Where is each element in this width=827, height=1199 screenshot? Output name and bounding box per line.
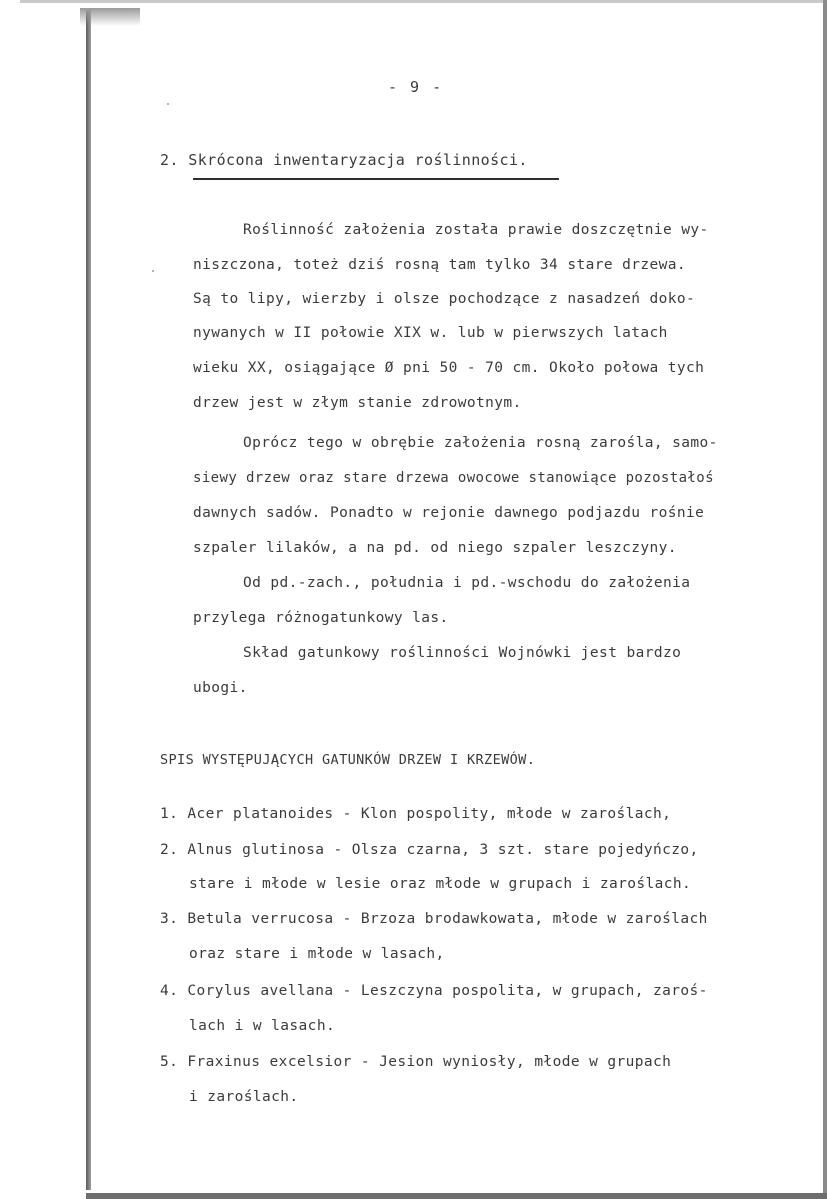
list-item: oraz stare i młode w lasach, bbox=[189, 946, 445, 962]
body-line: dawnych sadów. Ponadto w rejonie dawnego podjazdu rośnie bbox=[193, 505, 705, 521]
list-item: 5. Fraxinus excelsior - Jesion wyniosły, młode w grupach bbox=[160, 1054, 672, 1070]
scan-edge-corner bbox=[80, 8, 140, 26]
body-line: przylega różnogatunkowy las. bbox=[193, 610, 449, 626]
page-number: - 9 - bbox=[388, 78, 444, 96]
scan-edge-left bbox=[86, 10, 91, 1190]
list-item: i zaroślach. bbox=[189, 1089, 299, 1105]
list-heading: SPIS WYSTĘPUJĄCYCH GATUNKÓW DRZEW I KRZEWÓW. bbox=[160, 752, 536, 768]
body-line: wieku XX, osiągające Ø pni 50 - 70 cm. Około połowa tych bbox=[193, 360, 705, 376]
body-line: ubogi. bbox=[193, 680, 248, 696]
list-item: 3. Betula verrucosa - Brzoza brodawkowata, młode w zaroślach bbox=[160, 911, 708, 927]
scan-speck bbox=[152, 270, 154, 272]
body-line: Roślinność założenia została prawie doszczętnie wy- bbox=[243, 222, 709, 238]
body-line: Są to lipy, wierzby i olsze pochodzące z nasadzeń doko- bbox=[193, 291, 696, 307]
body-line: Oprócz tego w obrębie założenia rosną zarośla, samo- bbox=[243, 435, 718, 451]
body-line: Skład gatunkowy roślinności Wojnówki jest bardzo bbox=[243, 645, 682, 661]
body-line: Od pd.-zach., południa i pd.-wschodu do założenia bbox=[243, 575, 691, 591]
scan-speck bbox=[167, 103, 169, 105]
scan-edge-right bbox=[823, 0, 827, 1199]
heading-underline bbox=[193, 178, 559, 180]
section-heading: 2. Skrócona inwentaryzacja roślinności. bbox=[160, 151, 528, 169]
body-line: drzew jest w złym stanie zdrowotnym. bbox=[193, 395, 522, 411]
scan-edge-bottom bbox=[86, 1193, 827, 1199]
list-item: 4. Corylus avellana - Leszczyna pospolita, w grupach, zaroś- bbox=[160, 983, 708, 999]
body-line: siewy drzew oraz stare drzewa owocowe stanowiące pozostałoś bbox=[193, 470, 714, 486]
list-item: 2. Alnus glutinosa - Olsza czarna, 3 szt. stare pojedyńczo, bbox=[160, 842, 699, 858]
list-item: 1. Acer platanoides - Klon pospolity, młode w zaroślach, bbox=[160, 806, 672, 822]
list-item: lach i w lasach. bbox=[189, 1018, 336, 1034]
list-item: stare i młode w lesie oraz młode w grupach i zaroślach. bbox=[189, 876, 692, 892]
body-line: niszczona, toteż dziś rosną tam tylko 34 stare drzewa. bbox=[193, 257, 687, 273]
body-line: szpaler lilaków, a na pd. od niego szpaler leszczyny. bbox=[193, 540, 677, 556]
scan-edge-top bbox=[20, 0, 827, 3]
body-line: nywanych w II połowie XIX w. lub w pierwszych latach bbox=[193, 325, 668, 341]
